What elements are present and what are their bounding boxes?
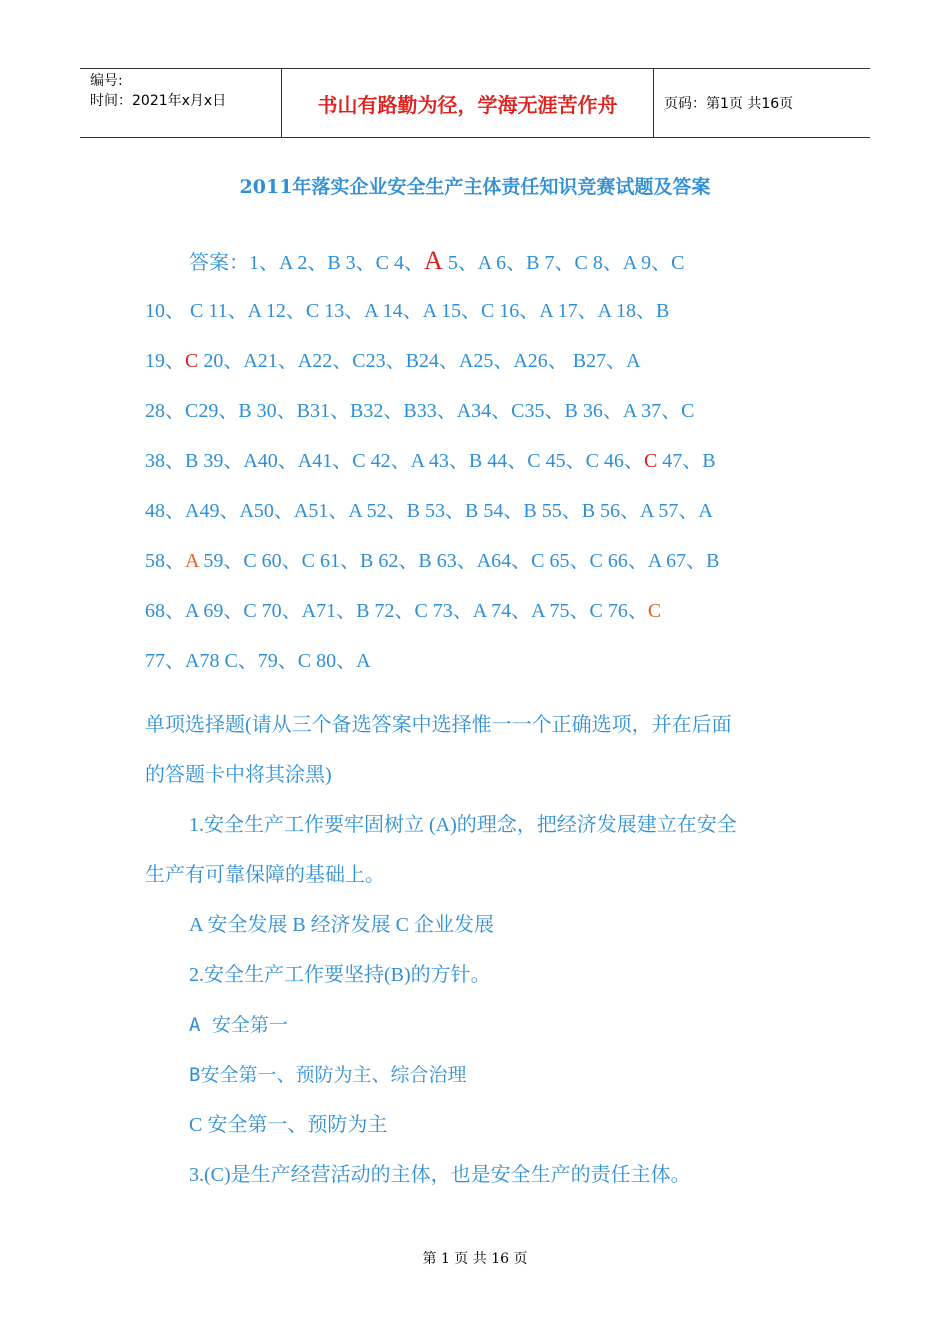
answer-text: 19、	[145, 350, 185, 372]
answer-text: 答案：1、A 2、B 3、C 4、	[189, 252, 425, 274]
question-text: 1.安全生产工作要牢固树立 (A)的理念，把经济发展建立在安全	[189, 814, 737, 836]
answer-line	[145, 536, 813, 586]
document-header	[80, 68, 870, 138]
time-label: 时间：2021年x月x日	[90, 93, 227, 109]
header-motto: 书山有路勤为径，学海无涯苦作舟	[282, 69, 654, 137]
answer-line	[145, 436, 813, 486]
question-option: B安全第一、预防为主、综合治理	[189, 1064, 467, 1086]
answer-line: 77、A78 C、79、C 80、A	[145, 650, 371, 672]
answer-text: 59、C 60、C 61、B 62、B 63、A64、C 65、C 66、A 67、B	[198, 550, 720, 572]
answer-highlight: A	[424, 246, 443, 275]
question-options: A 安全发展 B 经济发展 C 企业发展	[189, 914, 495, 936]
answer-highlight: C	[643, 450, 658, 472]
answer-line	[145, 236, 813, 286]
header-page-label: 页码：第1页 共16页	[664, 96, 794, 112]
section-heading: 单项选择题(请从三个备选答案中选择惟一一个正确选项，并在后面	[145, 714, 732, 736]
number-label: 编号:	[90, 73, 123, 89]
answer-line: 48、A49、A50、A51、A 52、B 53、B 54、B 55、B 56、A 57、A	[145, 500, 713, 522]
document-title: 2011年落实企业安全生产主体责任知识竞赛试题及答案	[239, 176, 711, 198]
answer-text: 38、B 39、A40、A41、C 42、A 43、B 44、C 45、C 46、	[145, 450, 644, 472]
answer-text: 47、B	[657, 450, 716, 472]
header-info-cell	[80, 69, 282, 137]
page-footer: 第 1 页 共 16 页	[422, 1251, 528, 1267]
answer-text: 5、A 6、B 7、C 8、A 9、C	[442, 252, 685, 274]
spacer	[145, 686, 813, 700]
answer-highlight: C	[647, 600, 662, 622]
section-heading: 的答题卡中将其涂黑)	[145, 764, 332, 786]
answer-text: 68、A 69、C 70、A71、B 72、C 73、A 74、A 75、C 76、	[145, 600, 648, 622]
question-option: C 安全第一、预防为主	[189, 1114, 388, 1136]
answer-line	[145, 336, 813, 386]
question-text: 2.安全生产工作要坚持(B)的方针。	[189, 964, 491, 986]
answer-text: 58、	[145, 550, 185, 572]
question-text: 生产有可靠保障的基础上。	[145, 864, 385, 886]
question-text: 3.(C)是生产经营活动的主体，也是安全生产的责任主体。	[189, 1164, 691, 1186]
answer-line: 10、 C 11、A 12、C 13、A 14、A 15、C 16、A 17、A 18、B	[145, 300, 670, 322]
answer-highlight: C	[185, 350, 199, 372]
answer-highlight: A	[185, 550, 199, 572]
answer-line: 28、C29、B 30、B31、B32、B33、A34、C35、B 36、A 37、C	[145, 400, 695, 422]
answer-text: 20、A21、A22、C23、B24、A25、A26、 B27、A	[198, 350, 641, 372]
question-option: A 安全第一	[189, 1014, 288, 1036]
document-body	[145, 236, 813, 1200]
answer-line	[145, 586, 813, 636]
